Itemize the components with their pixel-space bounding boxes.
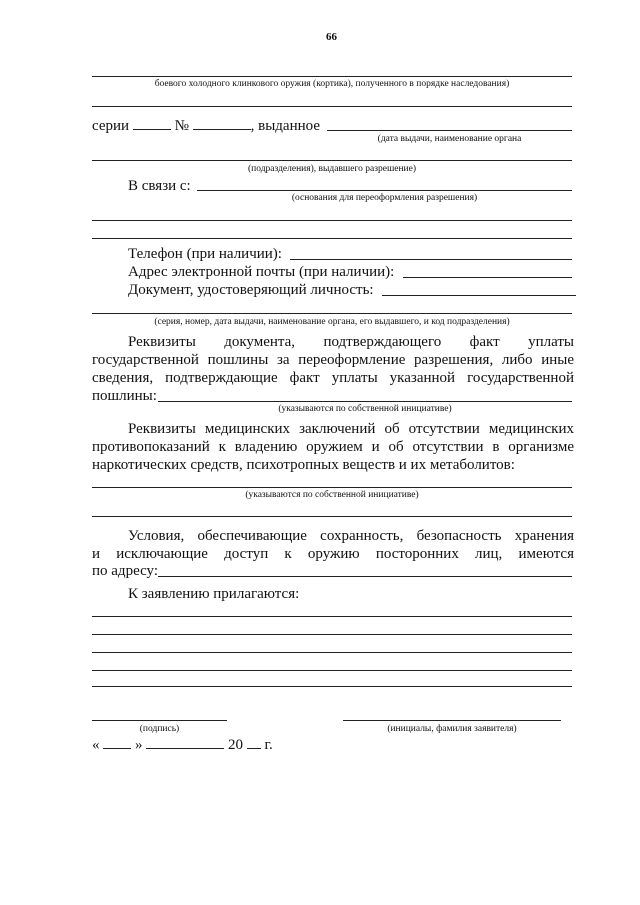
storage-line-3: по адресу: (92, 563, 159, 579)
month-field[interactable] (146, 736, 224, 749)
blank-line[interactable] (92, 516, 572, 517)
weapon-caption: боевого холодного клинкового оружия (кортика), полученного в порядке наследования) (154, 79, 510, 89)
blank-line[interactable] (92, 106, 572, 107)
department-caption: (подразделения), выдавшего разрешение) (247, 164, 417, 174)
year-suffix: г. (264, 737, 273, 753)
attachment-line[interactable] (92, 670, 572, 671)
id-doc-caption: (серия, номер, дата выдачи, наименование органа, его выдавшего, и код подразделения) (154, 317, 510, 327)
own-initiative-caption: (указываются по собственной инициативе) (278, 404, 452, 414)
phone-label: Телефон (при наличии): (128, 246, 282, 262)
id-doc-line[interactable] (92, 313, 572, 314)
date-issue-caption: (дата выдачи, наименование органа (377, 134, 522, 144)
year-field[interactable] (247, 736, 261, 749)
date-line (92, 736, 273, 754)
issued-field[interactable] (327, 130, 572, 131)
initials-caption: (инициалы, фамилия заявителя) (387, 724, 517, 734)
number-label: № (174, 118, 189, 134)
initials-field[interactable] (343, 720, 561, 721)
payment-line-2: государственной пошлины за переоформление разрешения, либо иные (92, 352, 574, 368)
blank-line[interactable] (92, 220, 572, 221)
series-field[interactable] (133, 117, 171, 130)
reason-label: В связи с: (128, 178, 191, 194)
id-doc-label: Документ, удостоверяющий личность: (128, 282, 374, 298)
medical-line-3: наркотических средств, психотропных веществ и их метаболитов: (92, 457, 515, 473)
year-prefix: 20 (228, 737, 243, 753)
number-field[interactable] (193, 117, 251, 130)
reason-field[interactable] (197, 190, 572, 191)
issued-label: , выданное (250, 118, 320, 134)
medical-field[interactable] (92, 487, 572, 488)
reason-caption: (основания для переоформления разрешения) (291, 193, 478, 203)
attachment-line[interactable] (92, 634, 572, 635)
medical-line-2: противопоказаний к владению оружием и об отсутствии в организме (92, 439, 574, 455)
series-label: серии (92, 118, 130, 134)
department-line[interactable] (92, 160, 572, 161)
payment-line-4: пошлины: (92, 388, 157, 404)
payment-field[interactable] (158, 401, 572, 402)
attachment-line[interactable] (92, 686, 572, 687)
attachments-label: К заявлению прилагаются: (128, 586, 300, 602)
id-doc-field[interactable] (382, 295, 576, 296)
day-field[interactable] (103, 736, 131, 749)
series-row (92, 117, 320, 135)
storage-line-1: Условия, обеспечивающие сохранность, безопасность хранения (128, 528, 574, 544)
signature-caption: (подпись) (139, 724, 180, 734)
storage-line-2: и исключающие доступ к оружию посторонних лиц, имеются (92, 546, 574, 562)
attachment-line[interactable] (92, 652, 572, 653)
own-initiative-caption: (указываются по собственной инициативе) (245, 490, 419, 500)
email-label: Адрес электронной почты (при наличии): (128, 264, 395, 280)
email-field[interactable] (403, 277, 572, 278)
payment-line-3: сведения, подтверждающие факт уплаты указанной государственной (92, 370, 574, 386)
open-quote: « (92, 737, 100, 753)
attachment-line[interactable] (92, 616, 572, 617)
weapon-line[interactable] (92, 76, 572, 77)
medical-line-1: Реквизиты медицинских заключений об отсутствии медицинских (128, 421, 574, 437)
blank-line[interactable] (92, 238, 572, 239)
close-quote: » (135, 737, 143, 753)
phone-field[interactable] (290, 259, 572, 260)
page-number: 66 (326, 31, 337, 43)
signature-field[interactable] (92, 720, 227, 721)
storage-address-field[interactable] (158, 576, 572, 577)
payment-line-1: Реквизиты документа, подтверждающего факт уплаты (128, 334, 574, 350)
